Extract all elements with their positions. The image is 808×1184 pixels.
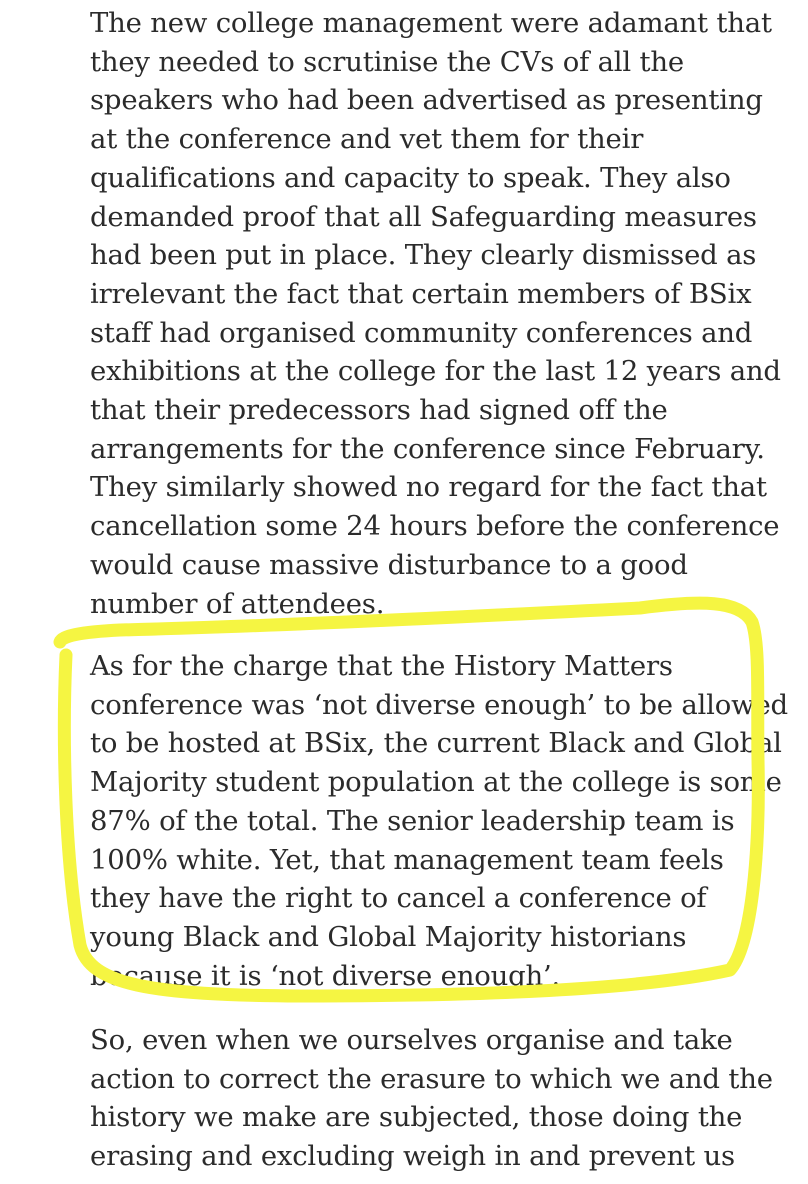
text-line: would cause massive disturbance to a good — [90, 548, 688, 581]
text-line: erasing and excluding weigh in and prevent us — [90, 1140, 735, 1173]
text-line: 100% white. Yet, that management team feels — [90, 843, 724, 876]
text-line: young Black and Global Majority historians — [90, 920, 687, 953]
text-line: had been put in place. They clearly dismissed as — [90, 239, 757, 272]
text-line: history we make are subjected, those doing the — [90, 1101, 743, 1134]
text-line: exhibitions at the college for the last 12 years and — [90, 355, 781, 388]
text-line: that their predecessors had signed off the — [90, 394, 668, 427]
text-line: They similarly showed no regard for the fact that — [90, 471, 767, 504]
text-line: speakers who had been advertised as presenting — [90, 84, 763, 117]
text-line: they needed to scrutinise the CVs of all the — [90, 45, 684, 78]
paragraph-conference-vetting — [90, 4, 790, 623]
text-line: because it is ‘not diverse enough’. — [90, 959, 561, 992]
text-line: The new college management were adamant that — [90, 7, 772, 39]
text-line: Majority student population at the college is some — [90, 766, 782, 799]
text-line: at the conference and vet them for their — [90, 123, 644, 156]
text-line: irrelevant the fact that certain members of BSix — [90, 277, 752, 310]
text-line: they have the right to cancel a conference of — [90, 882, 707, 915]
text-line: demanded proof that all Safeguarding measures — [90, 200, 757, 233]
text-line: As for the charge that the History Matters — [90, 650, 673, 682]
text-line: So, even when we ourselves organise and take — [90, 1024, 733, 1056]
text-line: 87% of the total. The senior leadership team is — [90, 804, 735, 837]
text-line: action to correct the erasure to which we and the — [90, 1062, 773, 1095]
text-line: qualifications and capacity to speak. They also — [90, 161, 731, 194]
text-line: number of attendees. — [90, 587, 385, 620]
text-line: cancellation some 24 hours before the conference — [90, 510, 780, 543]
text-line: staff had organised community conferences and — [90, 316, 753, 349]
paragraph-erasure — [90, 1021, 790, 1176]
text-line: to be hosted at BSix, the current Black and Global — [90, 727, 782, 760]
paragraph-diversity-charge — [90, 647, 790, 995]
scrollbar[interactable] — [796, 0, 806, 1184]
text-line: arrangements for the conference since February. — [90, 432, 765, 465]
text-line: conference was ‘not diverse enough’ to be allowed — [90, 688, 788, 721]
